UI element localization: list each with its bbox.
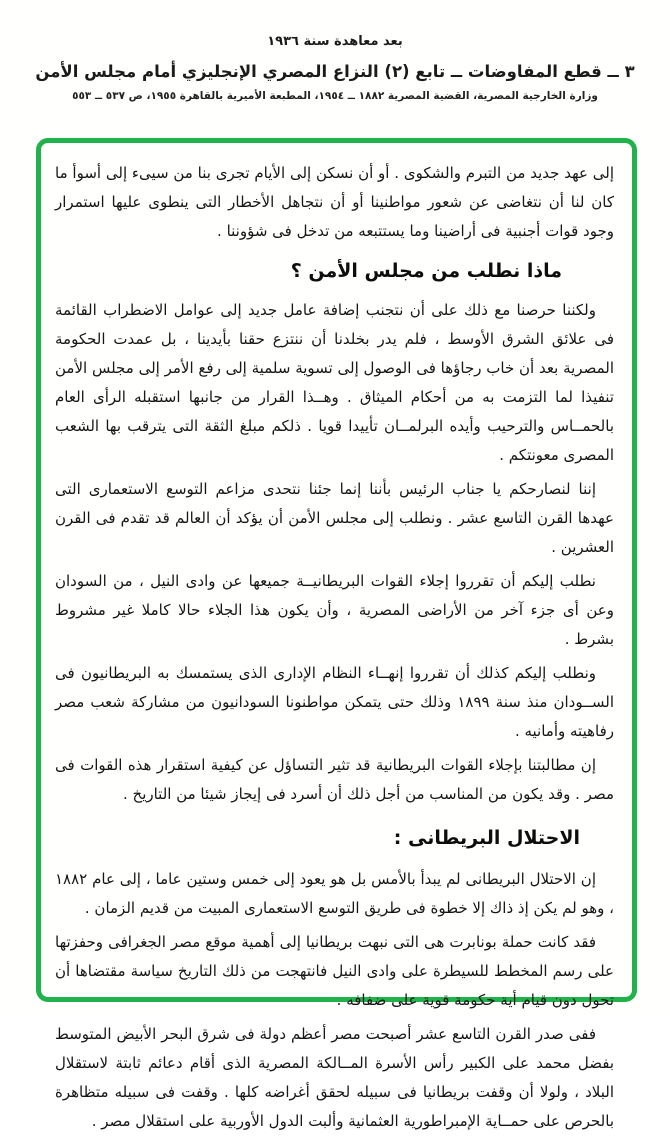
header-title: ٣ ــ قطع المفاوضات ــ تابع (٢) النزاع المصري الإنجليزي أمام مجلس الأمن (35, 62, 635, 81)
paragraph-challenge-colonial-claims: إننا لنصارحكم يا جناب الرئيس بأننا إنما جئنا نتحدى مزاعم التوسع الاستعمارى التى عهدها القرن التاسع عشر . ونطلب إلى مجلس الأمن أن يؤكد أن العالم قد تقدم فى القرن العشرين . (55, 480, 614, 556)
green-frame (36, 138, 637, 1130)
paragraph-muhammad-ali: ففى صدر القرن التاسع عشر أصبحت مصر أعظم دولة فى شرق البحر الأبيض المتوسط بفضل محمد على الكبير رأس الأسرة المــالكة المصرية الذى أقام دعائم ثابتة لاستقلال البلاد ، ولولا أن وقفت بريطانيا فى سبيله لحقق أغراضه كلها . وقفت فى سبيله متظاهرة بالحرص على حمــاية الإمبراطورية العثمانية وألبت الدول الأوربية على استقلال مصر . (55, 1025, 614, 1130)
paragraph-occupation-since-1882: إن الاحتلال البريطانى لم يبدأ بالأمس بل هو يعود إلى خمس وستين عاما ، إلى عام ١٨٨٢ ، وهو لم يكن إذ ذاك إلا خطوة فى طريق التوسع الاستعمارى المبيت من قديم الزمان . (55, 870, 614, 917)
header-treaty-line: بعد معاهدة سنة ١٩٣٦ (267, 34, 403, 49)
paragraph-bonaparte-campaign: فقد كانت حملة بونابرت هى التى نبهت بريطانيا إلى أهمية موقع مصر الجغرافى وحفزتها على رسم المخطط للسيطرة على وادى النيل فانتهجت من ذلك التاريخ سياسة مقتضاها أن تحول دون قيام أية حكومة قوية على ضفافه . (55, 933, 614, 1009)
section-heading-security-council-request: ماذا نطلب من مجلس الأمن ؟ (290, 260, 562, 282)
paragraph-demand-evacuation: نطلب إليكم أن تقرروا إجلاء القوات البريطانيــة جميعها عن وادى النيل ، من السودان وعن أى جزء آخر من الأراضى المصرية ، وأن يكون هذا الجلاء حالا كاملا غير مشروط بشرط . (55, 572, 614, 648)
paragraph-demand-end-sudan-administration: ونطلب إليكم كذلك أن تقرروا إنهــاء النظام الإدارى الذى يستمسك به البريطانيون فى الســودان منذ سنة ١٨٩٩ وذلك حتى يتمكن مواطنونا السودانيون من مشاركة شعب مصر رفاهيته وأمانيه . (55, 664, 614, 740)
header-source-citation: وزارة الخارجية المصرية، القضية المصرية ١٨٨٢ ــ ١٩٥٤، المطبعة الأميرية بالقاهرة ١٩٥٥، ص ٥٣٧ ــ ٥٥٣ (72, 90, 598, 102)
paragraph-government-decision: ولكننا حرصنا مع ذلك على أن نتجنب إضافة عامل جديد إلى عوامل الاضطراب القائمة فى علائق الشرق الأوسط ، فلم يدر بخلدنا أن ننتزع حقنا بأيدينا ، بل عمدت الحكومة المصرية بعد أن خاب رجاؤها فى الوصول إلى تسوية سلمية إلى رفع الأمر إلى مجلس الأمن تنفيذا لما التزمت به من أحكام الميثاق . وهــذا القرار من جانبها استقبله الرأى العام بالحمــاس والترحيب وأيده البرلمــان تأييدا قويا . ذلكم مبلغ الثقة التى يترقب بها الشعب المصرى معونتكم . (55, 301, 614, 464)
document-header (0, 0, 670, 102)
section-heading-british-occupation: الاحتلال البريطانى : (393, 827, 580, 849)
paragraph-continuation: إلى عهد جديد من التبرم والشكوى . أو أن نسكن إلى الأيام تجرى بنا من سيىء إلى أسوأ ما كان لنا أن نتغاضى عن شعور مواطنينا أو أن نتجاهل الأخطار التى ينطوى عليها استمرار وجود قوات أجنبية فى أراضينا وما يستتبعه من تدخل فى شؤوننا . (55, 164, 614, 240)
document-body (55, 159, 614, 1136)
paragraph-history-intro: إن مطالبتنا بإجلاء القوات البريطانية قد تثير التساؤل عن كيفية استقرار هذه القوات فى مصر . وقد يكون من المناسب من أجل ذلك أن أسرد فى إيجاز شيئا من التاريخ . (55, 756, 614, 803)
